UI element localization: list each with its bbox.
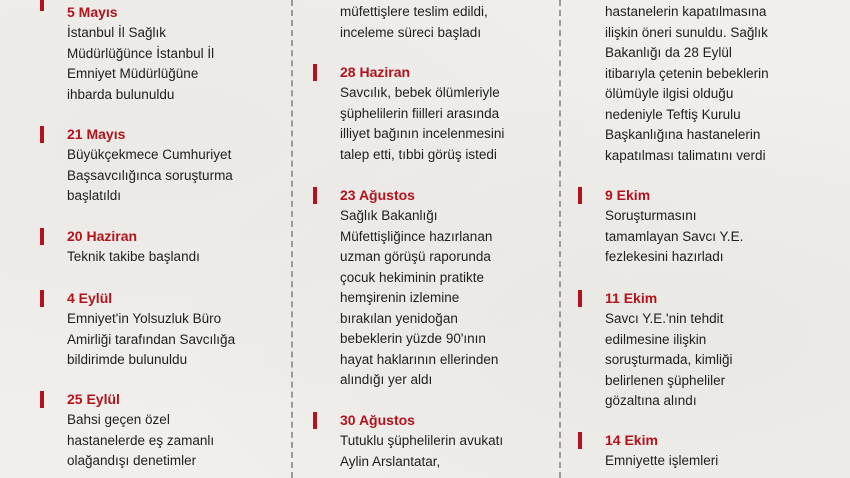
entry-date: 4 Eylül [67,290,113,306]
timeline-marker [313,64,317,81]
timeline-marker [40,228,44,245]
entry-text: Sağlık Bakanlığı Müfettişliğince hazırlanan uzman görüşü raporunda çocuk hekiminin pratikte hemşirenin izlemine bırakılan yenidoğan bebeklerin yüzde 90'ının hayat haklarının ellerinden alındığı yer aldı [340,208,499,387]
entry-text: Soruşturmasını tamamlayan Savcı Y.E. fezlekesini hazırladı [605,208,744,264]
entry-date: 14 Ekim [605,432,658,448]
entry-text: Tutuklu şüphelilerin avukatı Aylin Arslantatar, [340,433,504,469]
timeline-marker [578,187,582,204]
timeline-column-3 [578,0,828,478]
entry-text: müfettişlere teslim edildi, inceleme süreci başladı [340,4,488,40]
timeline-marker [40,391,44,408]
entry-text: Savcı Y.E.'nin tehdit edilmesine ilişkin soruşturmada, kimliği belirlenen şüpheliler gözaltına alındı [605,311,733,408]
timeline-marker [313,187,317,204]
entry-text: hastanelerin kapatılmasına ilişkin öneri sunuldu. Sağlık Bakanlığı da 28 Eylül itibarıyla çetenin bebeklerin ölümüyle ilgisi olduğu nedeniyle Teftiş Kurulu Başkanlığına hastanelerin kapatılması talimatını verdi [605,4,769,163]
entry-text: İstanbul İl Sağlık Müdürlüğünce İstanbul İl Emniyet Müdürlüğüne ihbarda bulunuldu [67,25,215,102]
entry-date: 25 Eylül [67,391,120,407]
timeline-marker [313,412,317,429]
entry-date: 11 Ekim [605,290,658,306]
entry-text: Emniyet'in Yolsuzluk Büro Amirliği tarafından Savcılığa bildirimde bulunuldu [67,311,236,367]
entry-date: 28 Haziran [340,64,411,80]
timeline-marker [578,290,582,307]
timeline-marker [40,126,44,143]
entry-date: 5 Mayıs [67,4,118,20]
timeline-column-2 [313,0,553,478]
entry-date: 21 Mayıs [67,126,126,142]
entry-text: Emniyette işlemleri [605,453,719,468]
entry-date: 9 Ekim [605,187,651,203]
timeline-marker [40,290,44,307]
entry-text: Bahsi geçen özel hastanelerde eş zamanlı olağandışı denetimler [67,412,215,468]
timeline-marker [578,432,582,449]
timeline-column-1 [40,0,280,478]
timeline-marker [40,0,44,11]
entry-text: Büyükçekmece Cumhuriyet Başsavcılığınca soruşturma başlatıldı [67,147,233,203]
entry-date: 20 Haziran [67,228,138,244]
entry-text: Teknik takibe başlandı [67,249,200,264]
entry-date: 30 Ağustos [340,412,415,428]
entry-date: 23 Ağustos [340,187,415,203]
entry-text: Savcılık, bebek ölümleriyle şüphelilerin fiilleri arasında illiyet bağının incelenmesini talep etti, tıbbi görüş istedi [340,85,505,162]
